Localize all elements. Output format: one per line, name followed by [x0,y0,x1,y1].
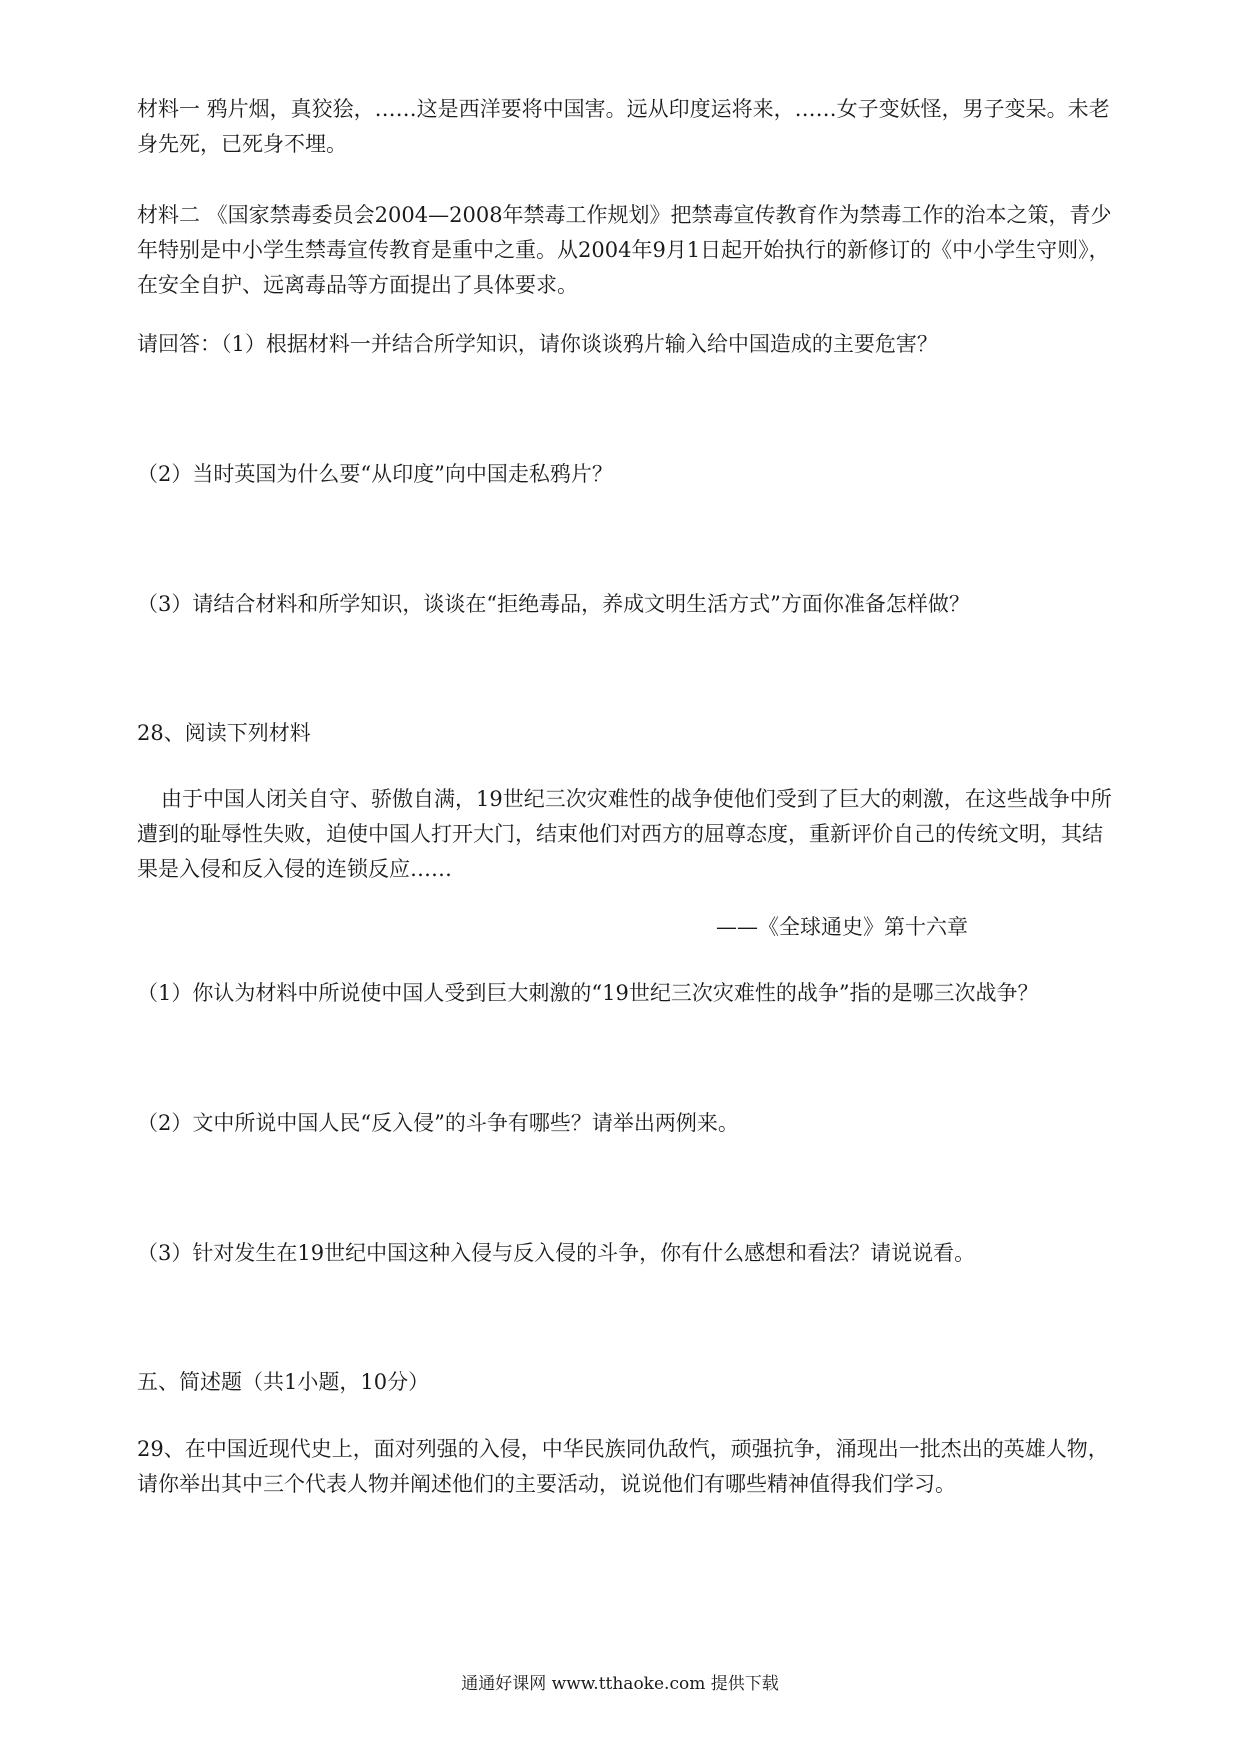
q28-material: 由于中国人闭关自守、骄傲自满，19世纪三次灾难性的战争使他们受到了巨大的刺激，在这些战争中所遭到的耻辱性失败，迫使中国人打开大门，结束他们对西方的屈尊态度，重新评价自己的传统文明，其结果是入侵和反入侵的连锁反应…… [137,787,1112,881]
q27-question-1: 请回答：（1）根据材料一并结合所学知识，请你谈谈鸦片输入给中国造成的主要危害？ [137,332,938,356]
q27-question-3: （3）请结合材料和所学知识，谈谈在“拒绝毒品，养成文明生活方式”方面你准备怎样做？ [137,592,970,616]
q27-question-2: （2）当时英国为什么要“从印度”向中国走私鸦片？ [137,462,613,486]
section-5-heading: 五、简述题（共1小题，10分） [137,1370,430,1394]
q27-material-2: 材料二 《国家禁毒委员会2004—2008年禁毒工作规划》把禁毒宣传教育作为禁毒工作的治本之策，青少年特别是中小学生禁毒宣传教育是重中之重。从2004年9月1日起开始执行的新修订的《中小学生守则》，在安全自护、远离毒品等方面提出了具体要求。 [137,203,1112,297]
q28-source: ——《全球通史》第十六章 [716,915,968,939]
q28-question-1: （1）你认为材料中所说使中国人受到巨大刺激的“19世纪三次灾难性的战争”指的是哪三次战争？ [137,981,1039,1005]
footer-credit: 通通好课网 www.tthaoke.com 提供下载 [461,1674,779,1694]
q28-heading: 28、阅读下列材料 [137,721,311,745]
q28-question-3: （3）针对发生在19世纪中国这种入侵与反入侵的斗争，你有什么感想和看法？请说说看。 [137,1241,976,1265]
q28-question-2: （2）文中所说中国人民“反入侵”的斗争有哪些？请举出两例来。 [137,1111,739,1135]
q29-text: 29、在中国近现代史上，面对列强的入侵，中华民族同仇敌忾，顽强抗争，涌现出一批杰出的英雄人物，请你举出其中三个代表人物并阐述他们的主要活动，说说他们有哪些精神值得我们学习。 [137,1437,1109,1496]
q27-material-1: 材料一 鸦片烟，真狡狯，……这是西洋要将中国害。远从印度运将来，……女子变妖怪，男子变呆。未老身先死，已死身不埋。 [137,97,1110,156]
